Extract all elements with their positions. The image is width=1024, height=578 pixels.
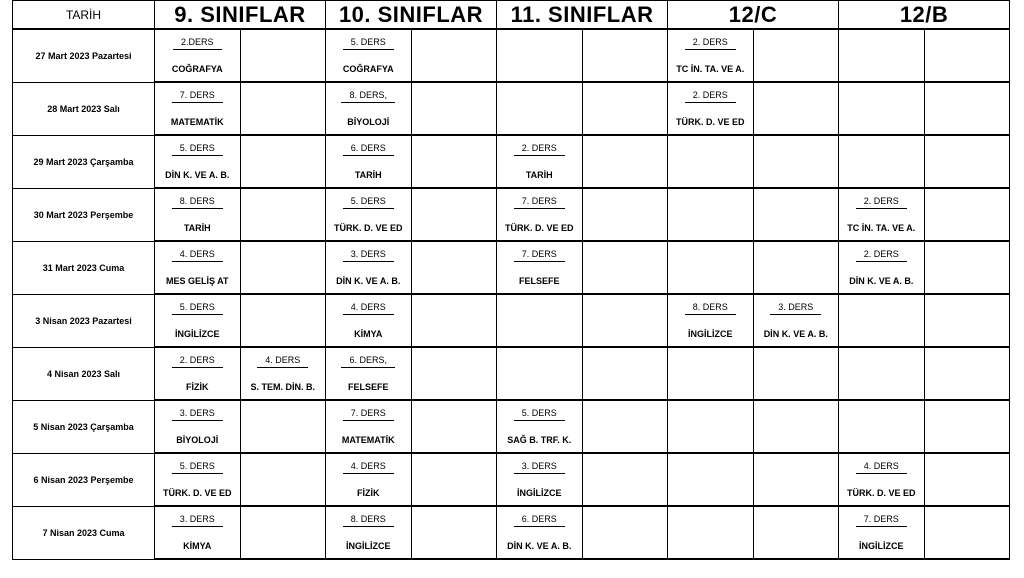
lesson-period: 4. DERS: [343, 461, 394, 474]
exam-date: 29 Mart 2023 Çarşamba: [13, 135, 155, 188]
class-header-9: 9. SINIFLAR: [155, 1, 326, 30]
period-cell: [582, 453, 668, 480]
period-cell: [155, 400, 241, 427]
period-cell: [668, 82, 754, 109]
period-cell: [411, 135, 497, 162]
subject-cell: [839, 427, 925, 453]
period-cell: [155, 29, 241, 56]
period-cell: [839, 347, 925, 374]
subject-cell: [411, 162, 497, 188]
subject-cell: [924, 162, 1010, 188]
subject-cell: FİZİK: [326, 480, 412, 506]
day-row-top: [13, 400, 1010, 427]
subject-cell: MES GELİŞ AT: [155, 268, 241, 294]
period-cell: [668, 188, 754, 215]
lesson-period: 7. DERS: [514, 249, 565, 262]
period-cell: [497, 135, 583, 162]
lesson-period: 2.DERS: [173, 37, 222, 50]
lesson-period: 3. DERS: [343, 249, 394, 262]
period-cell: [155, 241, 241, 268]
lesson-period: 8. DERS: [685, 302, 736, 315]
subject-cell: [582, 374, 668, 400]
lesson-period: 7. DERS: [172, 90, 223, 103]
period-cell: [668, 241, 754, 268]
subject-cell: [753, 374, 839, 400]
period-cell: [497, 506, 583, 533]
period-cell: [155, 453, 241, 480]
period-cell: [497, 82, 583, 109]
subject-cell: [411, 215, 497, 241]
subject-cell: [753, 480, 839, 506]
subject-cell: [240, 427, 326, 453]
lesson-period: 7. DERS: [856, 514, 907, 527]
period-cell: [582, 241, 668, 268]
period-cell: [155, 506, 241, 533]
period-cell: [326, 188, 412, 215]
period-cell: [924, 29, 1010, 56]
day-row-top: [13, 453, 1010, 480]
subject-cell: [411, 427, 497, 453]
period-cell: [155, 135, 241, 162]
day-row-top: [13, 82, 1010, 109]
period-cell: [411, 506, 497, 533]
lesson-period: 3. DERS: [172, 408, 223, 421]
subject-cell: İNGİLİZCE: [668, 321, 754, 347]
period-cell: [924, 506, 1010, 533]
subject-cell: [411, 480, 497, 506]
subject-cell: DİN K. VE A. B.: [497, 533, 583, 559]
lesson-period: 6. DERS: [343, 143, 394, 156]
period-cell: [326, 241, 412, 268]
subject-cell: DİN K. VE A. B.: [155, 162, 241, 188]
subject-cell: [411, 321, 497, 347]
subject-cell: [240, 533, 326, 559]
subject-cell: [411, 268, 497, 294]
lesson-period: 3. DERS: [514, 461, 565, 474]
subject-cell: [497, 321, 583, 347]
subject-cell: İNGİLİZCE: [839, 533, 925, 559]
lesson-period: 8. DERS: [343, 514, 394, 527]
day-row-bottom: [13, 480, 1010, 506]
header-row: [13, 1, 1010, 30]
subject-cell: [582, 56, 668, 82]
period-cell: [326, 294, 412, 321]
period-cell: [924, 347, 1010, 374]
subject-cell: [582, 162, 668, 188]
day-row-top: [13, 294, 1010, 321]
subject-cell: [582, 480, 668, 506]
class-header-12b: 12/B: [839, 1, 1010, 30]
exam-date: 4 Nisan 2023 Salı: [13, 347, 155, 400]
lesson-period: 6. DERS: [514, 514, 565, 527]
lesson-period: 4. DERS: [343, 302, 394, 315]
subject-cell: [924, 109, 1010, 135]
subject-cell: S. TEM. DİN. B.: [240, 374, 326, 400]
subject-cell: [582, 268, 668, 294]
day-row-bottom: [13, 374, 1010, 400]
period-cell: [326, 82, 412, 109]
lesson-period: 6. DERS,: [341, 355, 395, 368]
period-cell: [411, 453, 497, 480]
subject-cell: [497, 374, 583, 400]
schedule-body: [13, 29, 1010, 559]
subject-cell: [411, 533, 497, 559]
period-cell: [582, 135, 668, 162]
subject-cell: COĞRAFYA: [326, 56, 412, 82]
subject-cell: TC İN. TA. VE A.: [668, 56, 754, 82]
period-cell: [155, 188, 241, 215]
subject-cell: [411, 109, 497, 135]
subject-cell: [668, 162, 754, 188]
period-cell: [411, 400, 497, 427]
period-cell: [924, 400, 1010, 427]
period-cell: [924, 188, 1010, 215]
subject-cell: [582, 427, 668, 453]
lesson-period: 2. DERS: [172, 355, 223, 368]
day-row-bottom: [13, 427, 1010, 453]
subject-cell: FELSEFE: [326, 374, 412, 400]
period-cell: [582, 294, 668, 321]
subject-cell: [582, 215, 668, 241]
period-cell: [497, 294, 583, 321]
period-cell: [753, 400, 839, 427]
subject-cell: DİN K. VE A. B.: [753, 321, 839, 347]
period-cell: [240, 241, 326, 268]
subject-cell: [753, 109, 839, 135]
subject-cell: TÜRK. D. VE ED: [155, 480, 241, 506]
period-cell: [753, 29, 839, 56]
day-row-top: [13, 135, 1010, 162]
subject-cell: [240, 162, 326, 188]
period-cell: [411, 347, 497, 374]
period-cell: [240, 82, 326, 109]
subject-cell: FİZİK: [155, 374, 241, 400]
period-cell: [668, 453, 754, 480]
subject-cell: TARİH: [497, 162, 583, 188]
lesson-period: 5. DERS: [343, 196, 394, 209]
lesson-period: 3. DERS: [172, 514, 223, 527]
lesson-period: 2. DERS: [856, 196, 907, 209]
lesson-period: 7. DERS: [343, 408, 394, 421]
exam-date: 30 Mart 2023 Perşembe: [13, 188, 155, 241]
period-cell: [924, 82, 1010, 109]
lesson-period: 2. DERS: [514, 143, 565, 156]
period-cell: [411, 29, 497, 56]
period-cell: [326, 347, 412, 374]
period-cell: [497, 400, 583, 427]
lesson-period: 5. DERS: [172, 302, 223, 315]
subject-cell: TC İN. TA. VE A.: [839, 215, 925, 241]
period-cell: [839, 400, 925, 427]
subject-cell: [582, 533, 668, 559]
period-cell: [668, 506, 754, 533]
period-cell: [240, 506, 326, 533]
period-cell: [668, 347, 754, 374]
period-cell: [753, 82, 839, 109]
subject-cell: [753, 162, 839, 188]
period-cell: [411, 294, 497, 321]
lesson-period: 5. DERS: [172, 461, 223, 474]
subject-cell: [924, 480, 1010, 506]
class-header-12c: 12/C: [668, 1, 839, 30]
period-cell: [326, 29, 412, 56]
period-cell: [839, 294, 925, 321]
day-row-bottom: [13, 215, 1010, 241]
subject-cell: [839, 56, 925, 82]
period-cell: [582, 400, 668, 427]
period-cell: [924, 453, 1010, 480]
subject-cell: İNGİLİZCE: [497, 480, 583, 506]
subject-cell: [240, 321, 326, 347]
lesson-period: 3. DERS: [770, 302, 821, 315]
period-cell: [839, 29, 925, 56]
period-cell: [668, 29, 754, 56]
class-header-10: 10. SINIFLAR: [326, 1, 497, 30]
period-cell: [753, 188, 839, 215]
subject-cell: [668, 374, 754, 400]
period-cell: [240, 294, 326, 321]
subject-cell: [924, 268, 1010, 294]
day-row-bottom: [13, 109, 1010, 135]
period-cell: [326, 135, 412, 162]
period-cell: [924, 241, 1010, 268]
exam-date: 3 Nisan 2023 Pazartesi: [13, 294, 155, 347]
subject-cell: KİMYA: [155, 533, 241, 559]
date-column-header: TARİH: [13, 1, 155, 30]
day-row-top: [13, 188, 1010, 215]
lesson-period: 8. DERS,: [341, 90, 395, 103]
period-cell: [240, 135, 326, 162]
subject-cell: [924, 533, 1010, 559]
lesson-period: 4. DERS: [257, 355, 308, 368]
day-row-bottom: [13, 56, 1010, 82]
period-cell: [839, 453, 925, 480]
period-cell: [668, 135, 754, 162]
period-cell: [155, 294, 241, 321]
exam-date: 28 Mart 2023 Salı: [13, 82, 155, 135]
subject-cell: [411, 56, 497, 82]
period-cell: [497, 453, 583, 480]
subject-cell: COĞRAFYA: [155, 56, 241, 82]
lesson-period: 2. DERS: [685, 37, 736, 50]
day-row-bottom: [13, 162, 1010, 188]
period-cell: [240, 188, 326, 215]
subject-cell: [924, 215, 1010, 241]
subject-cell: MATEMATİK: [326, 427, 412, 453]
period-cell: [411, 188, 497, 215]
subject-cell: TARİH: [326, 162, 412, 188]
day-row-bottom: [13, 268, 1010, 294]
period-cell: [240, 29, 326, 56]
period-cell: [924, 294, 1010, 321]
period-cell: [155, 347, 241, 374]
period-cell: [240, 347, 326, 374]
period-cell: [753, 241, 839, 268]
day-row-top: [13, 29, 1010, 56]
subject-cell: [411, 374, 497, 400]
subject-cell: [240, 268, 326, 294]
subject-cell: [582, 109, 668, 135]
subject-cell: [582, 321, 668, 347]
period-cell: [753, 347, 839, 374]
subject-cell: [668, 533, 754, 559]
subject-cell: [753, 268, 839, 294]
lesson-period: 7. DERS: [514, 196, 565, 209]
subject-cell: [753, 215, 839, 241]
subject-cell: [668, 215, 754, 241]
subject-cell: SAĞ B. TRF. K.: [497, 427, 583, 453]
lesson-period: 5. DERS: [343, 37, 394, 50]
lesson-period: 5. DERS: [172, 143, 223, 156]
subject-cell: TÜRK. D. VE ED: [497, 215, 583, 241]
period-cell: [326, 453, 412, 480]
period-cell: [582, 347, 668, 374]
subject-cell: TÜRK. D. VE ED: [839, 480, 925, 506]
period-cell: [411, 82, 497, 109]
period-cell: [582, 188, 668, 215]
day-row-bottom: [13, 533, 1010, 559]
subject-cell: DİN K. VE A. B.: [326, 268, 412, 294]
class-header-11: 11. SINIFLAR: [497, 1, 668, 30]
period-cell: [839, 188, 925, 215]
lesson-period: 4. DERS: [856, 461, 907, 474]
period-cell: [753, 453, 839, 480]
period-cell: [411, 241, 497, 268]
period-cell: [753, 135, 839, 162]
period-cell: [753, 294, 839, 321]
period-cell: [582, 82, 668, 109]
period-cell: [326, 400, 412, 427]
subject-cell: BİYOLOJİ: [155, 427, 241, 453]
period-cell: [839, 241, 925, 268]
period-cell: [240, 400, 326, 427]
subject-cell: [839, 321, 925, 347]
period-cell: [924, 135, 1010, 162]
period-cell: [497, 347, 583, 374]
subject-cell: BİYOLOJİ: [326, 109, 412, 135]
period-cell: [668, 294, 754, 321]
subject-cell: KİMYA: [326, 321, 412, 347]
subject-cell: [497, 56, 583, 82]
subject-cell: [924, 321, 1010, 347]
subject-cell: FELSEFE: [497, 268, 583, 294]
exam-schedule-table: [12, 0, 1010, 560]
lesson-period: 2. DERS: [856, 249, 907, 262]
period-cell: [497, 188, 583, 215]
period-cell: [582, 29, 668, 56]
subject-cell: [924, 374, 1010, 400]
subject-cell: [240, 215, 326, 241]
subject-cell: [753, 533, 839, 559]
day-row-top: [13, 506, 1010, 533]
subject-cell: TÜRK. D. VE ED: [668, 109, 754, 135]
subject-cell: DİN K. VE A. B.: [839, 268, 925, 294]
period-cell: [668, 400, 754, 427]
subject-cell: TARİH: [155, 215, 241, 241]
subject-cell: [497, 109, 583, 135]
subject-cell: [839, 162, 925, 188]
period-cell: [839, 135, 925, 162]
subject-cell: [240, 480, 326, 506]
subject-cell: [668, 427, 754, 453]
subject-cell: [240, 56, 326, 82]
subject-cell: İNGİLİZCE: [155, 321, 241, 347]
exam-date: 31 Mart 2023 Cuma: [13, 241, 155, 294]
subject-cell: [839, 109, 925, 135]
subject-cell: [839, 374, 925, 400]
period-cell: [582, 506, 668, 533]
day-row-top: [13, 347, 1010, 374]
period-cell: [839, 506, 925, 533]
subject-cell: İNGİLİZCE: [326, 533, 412, 559]
exam-date: 7 Nisan 2023 Cuma: [13, 506, 155, 559]
subject-cell: [753, 427, 839, 453]
period-cell: [497, 29, 583, 56]
period-cell: [497, 241, 583, 268]
exam-date: 6 Nisan 2023 Perşembe: [13, 453, 155, 506]
subject-cell: TÜRK. D. VE ED: [326, 215, 412, 241]
day-row-bottom: [13, 321, 1010, 347]
period-cell: [839, 82, 925, 109]
period-cell: [326, 506, 412, 533]
period-cell: [155, 82, 241, 109]
subject-cell: MATEMATİK: [155, 109, 241, 135]
subject-cell: [753, 56, 839, 82]
subject-cell: [924, 427, 1010, 453]
period-cell: [240, 453, 326, 480]
exam-date: 27 Mart 2023 Pazartesi: [13, 29, 155, 82]
lesson-period: 2. DERS: [685, 90, 736, 103]
subject-cell: [240, 109, 326, 135]
lesson-period: 5. DERS: [514, 408, 565, 421]
exam-date: 5 Nisan 2023 Çarşamba: [13, 400, 155, 453]
lesson-period: 4. DERS: [172, 249, 223, 262]
period-cell: [753, 506, 839, 533]
subject-cell: [668, 268, 754, 294]
subject-cell: [668, 480, 754, 506]
lesson-period: 8. DERS: [172, 196, 223, 209]
day-row-top: [13, 241, 1010, 268]
subject-cell: [924, 56, 1010, 82]
